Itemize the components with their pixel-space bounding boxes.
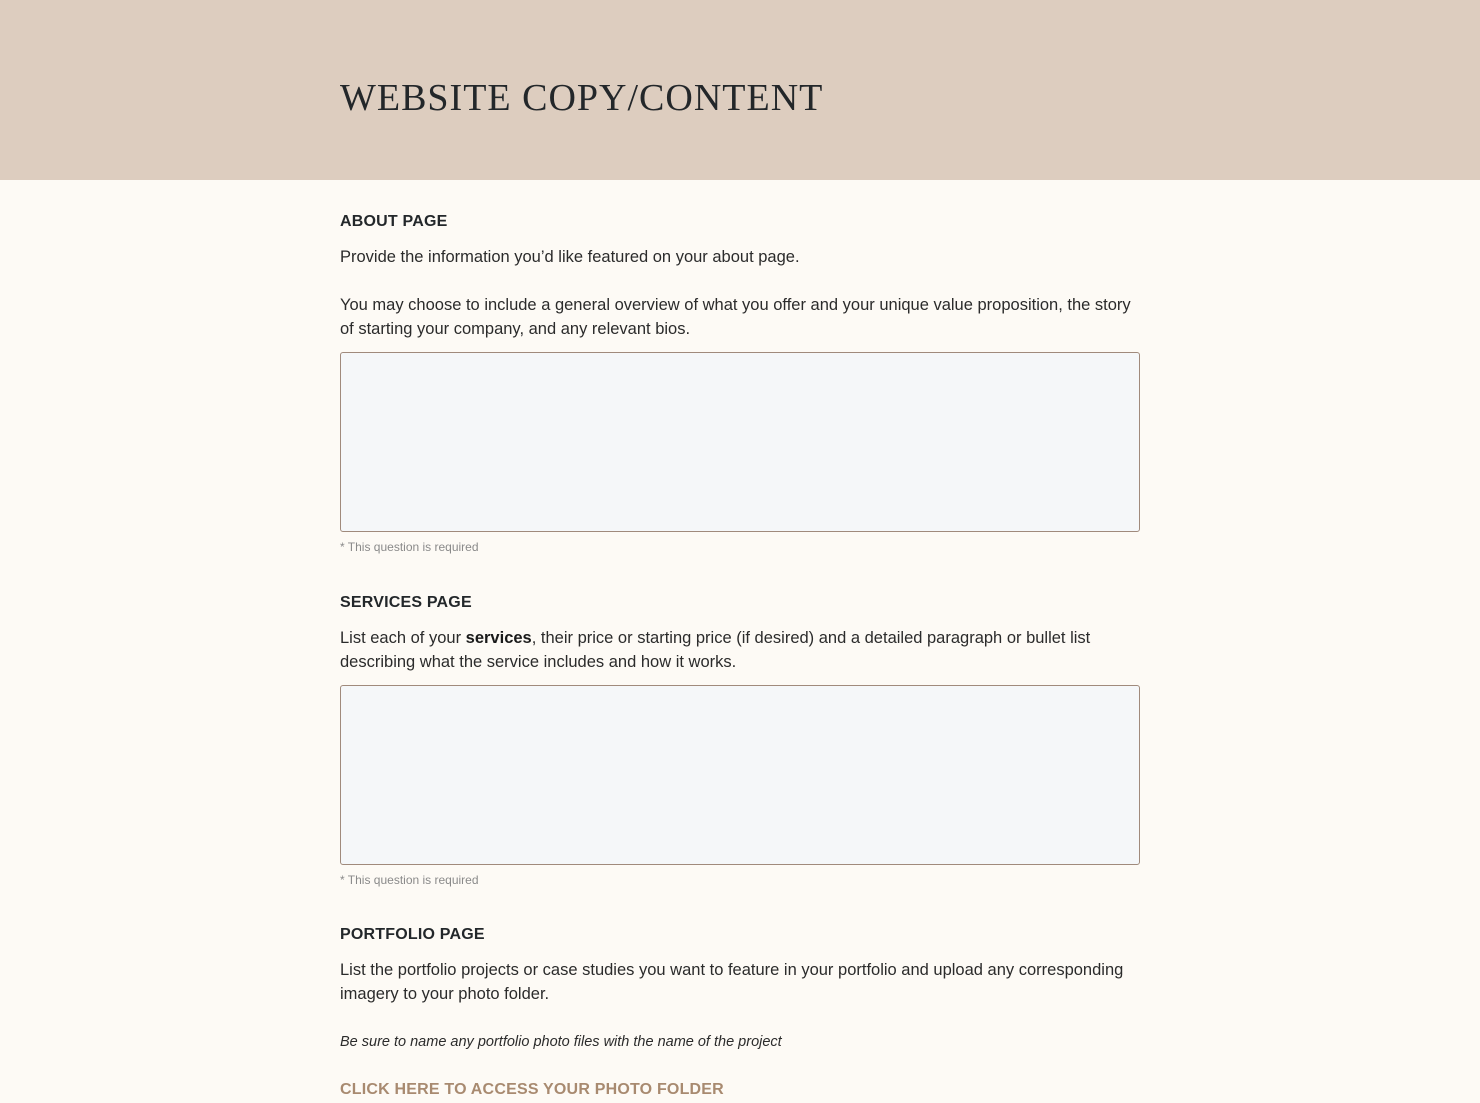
services-required-note: * This question is required bbox=[340, 873, 479, 887]
about-answer-field[interactable] bbox=[340, 352, 1140, 532]
portfolio-naming-note: Be sure to name any portfolio photo files with the name of the project bbox=[340, 1034, 782, 1050]
about-intro-text: Provide the information you’d like featured on your about page. bbox=[340, 248, 800, 266]
about-required-note: * This question is required bbox=[340, 540, 479, 554]
services-answer-field[interactable] bbox=[340, 685, 1140, 865]
services-desc-suffix: , their price or starting price (if desired) and a detailed paragraph or bullet list describing what the service includes and how it works. bbox=[340, 629, 1091, 671]
services-section-title: SERVICES PAGE bbox=[340, 594, 472, 611]
photo-folder-link[interactable]: CLICK HERE TO ACCESS YOUR PHOTO FOLDER bbox=[340, 1081, 724, 1098]
portfolio-desc-text: List the portfolio projects or case studies you want to feature in your portfolio and upload any corresponding imagery to your photo folder. bbox=[340, 961, 1124, 1003]
header-banner bbox=[0, 0, 1480, 180]
services-desc-bold: services bbox=[465, 629, 532, 647]
services-desc-prefix: List each of your bbox=[340, 629, 466, 647]
portfolio-section-title: PORTFOLIO PAGE bbox=[340, 926, 485, 943]
about-detail-text: You may choose to include a general overview of what you offer and your unique value proposition, the story of starting your company, and any relevant bios. bbox=[340, 296, 1131, 338]
page-title: WEBSITE COPY/CONTENT bbox=[340, 77, 824, 119]
services-desc-text bbox=[340, 626, 1140, 674]
about-section-title: ABOUT PAGE bbox=[340, 213, 448, 230]
